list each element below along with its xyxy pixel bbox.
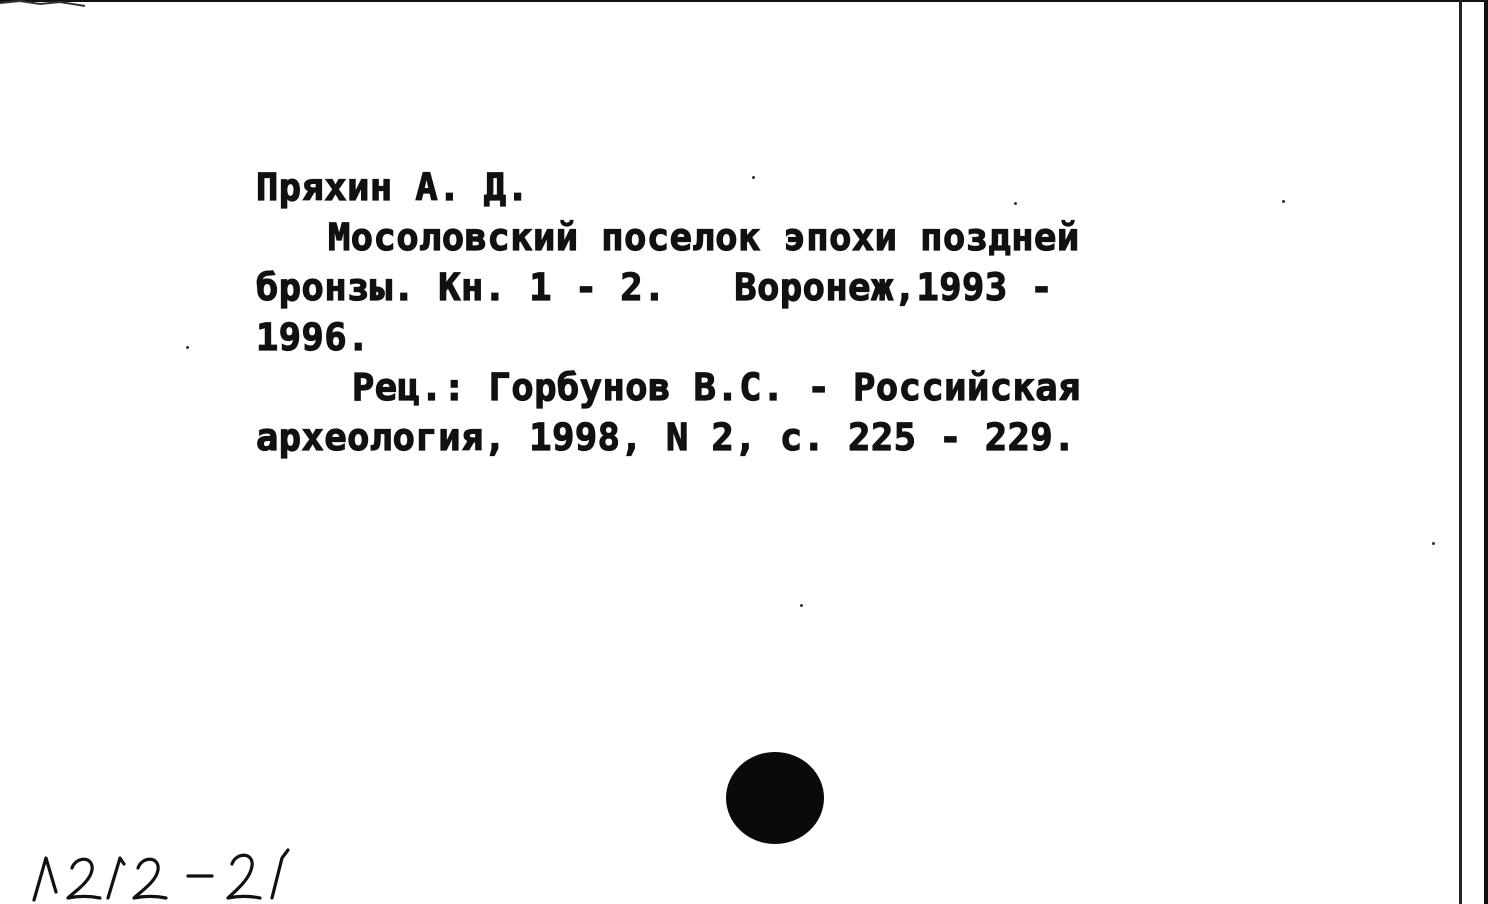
author-line: Пряхин А. Д. — [256, 166, 530, 209]
title-line-1: Мосоловский поселок эпохи поздней — [328, 216, 1080, 259]
card-right-edge — [1484, 0, 1488, 904]
title-line-2: бронзы. Кн. 1 - 2. Воронеж,1993 - — [256, 266, 1054, 309]
scan-speck — [1014, 202, 1017, 205]
card-typed-entry — [256, 163, 1156, 463]
review-line-2: археология, 1998, N 2, с. 225 - 229. — [256, 416, 1076, 459]
card-top-edge — [0, 0, 1488, 2]
scan-speck — [800, 604, 803, 607]
scan-speck — [1432, 542, 1435, 545]
punch-hole — [726, 752, 824, 844]
title-line-3: 1996. — [256, 316, 370, 359]
scan-speck — [186, 346, 189, 349]
scan-speck — [752, 176, 755, 179]
scan-speck — [1282, 200, 1285, 203]
review-line-1: Рец.: Горбунов В.С. - Российская — [352, 366, 1081, 409]
card-right-inner-edge — [1459, 0, 1462, 904]
card-corner-scan-noise — [0, 0, 90, 10]
